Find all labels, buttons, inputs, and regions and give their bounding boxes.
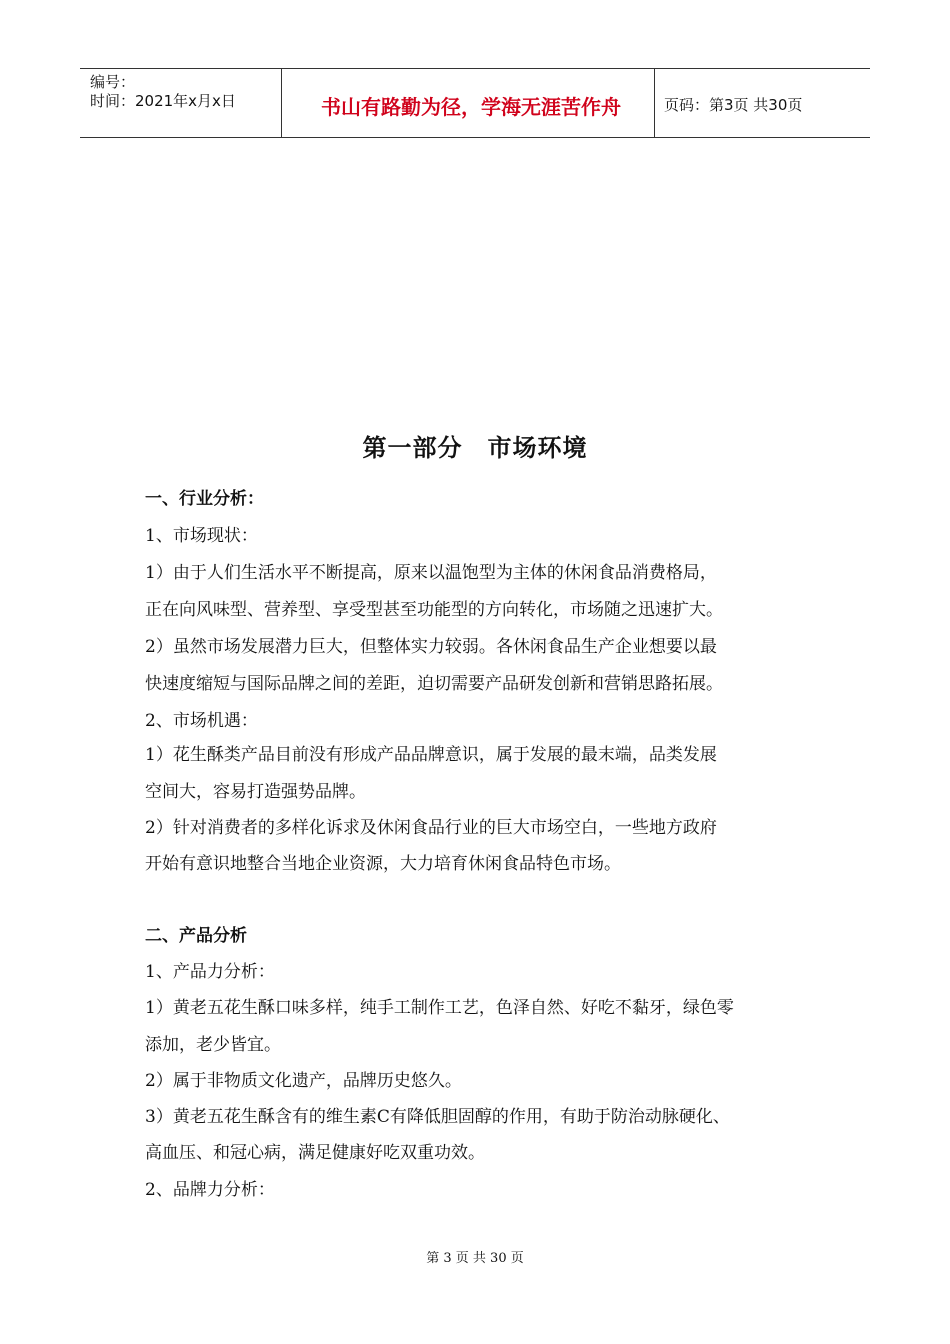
date-label: 时间：2021年x月x日 <box>90 92 236 110</box>
paragraph-line: 2）针对消费者的多样化诉求及休闲食品行业的巨大市场空白，一些地方政府 <box>145 818 717 838</box>
paragraph-line: 快速度缩短与国际品牌之间的差距，迫切需要产品研发创新和营销思路拓展。 <box>145 674 723 694</box>
paragraph-line: 2）属于非物质文化遗产，品牌历史悠久。 <box>145 1071 462 1091</box>
paragraph-line: 1）由于人们生活水平不断提高，原来以温饱型为主体的休闲食品消费格局， <box>145 563 717 583</box>
header-divider <box>654 69 655 137</box>
header-motto: 书山有路勤为径，学海无涯苦作舟 <box>321 95 621 119</box>
paragraph-line: 添加，老少皆宜。 <box>145 1035 281 1055</box>
paragraph-line: 1）花生酥类产品目前没有形成产品品牌意识，属于发展的最末端，品类发展 <box>145 745 717 765</box>
page-footer: 第 3 页 共 30 页 <box>426 1251 524 1266</box>
header-meta <box>90 73 236 111</box>
subsection-heading: 2、市场机遇： <box>145 711 258 731</box>
page-title: 第一部分 市场环境 <box>362 433 588 462</box>
paragraph-line: 3）黄老五花生酥含有的维生素C有降低胆固醇的作用，有助于防治动脉硬化、 <box>145 1107 730 1127</box>
paragraph-line: 2）虽然市场发展潜力巨大，但整体实力较弱。各休闲食品生产企业想要以最 <box>145 637 717 657</box>
subsection-heading: 1、产品力分析： <box>145 962 275 982</box>
subsection-heading: 2、品牌力分析： <box>145 1180 275 1200</box>
paragraph-line: 高血压、和冠心病，满足健康好吃双重功效。 <box>145 1143 485 1163</box>
page-indicator: 页码：第3页 共30页 <box>664 96 803 114</box>
number-label: 编号： <box>90 73 136 91</box>
subsection-heading: 1、市场现状： <box>145 526 258 546</box>
paragraph-line: 正在向风味型、营养型、享受型甚至功能型的方向转化，市场随之迅速扩大。 <box>145 600 723 620</box>
document-header <box>80 68 870 138</box>
header-divider <box>281 69 282 137</box>
section-heading: 二、产品分析 <box>145 926 247 946</box>
section-heading: 一、行业分析： <box>145 489 264 509</box>
paragraph-line: 1）黄老五花生酥口味多样，纯手工制作工艺，色泽自然、好吃不黏牙，绿色零 <box>145 998 734 1018</box>
paragraph-line: 空间大，容易打造强势品牌。 <box>145 782 366 802</box>
paragraph-line: 开始有意识地整合当地企业资源，大力培育休闲食品特色市场。 <box>145 854 621 874</box>
